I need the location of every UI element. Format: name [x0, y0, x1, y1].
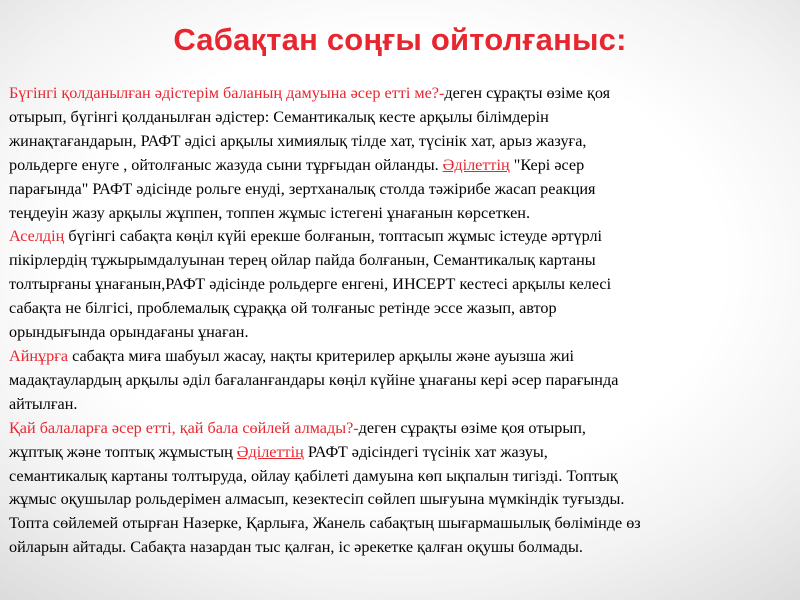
- text-segment: "Кері әсер: [509, 155, 585, 174]
- highlighted-text: Бүгінгі қолданылған әдістерім баланың дамуына әсер етті ме?-: [9, 84, 445, 102]
- student-name-link: Әділеттің: [236, 442, 304, 461]
- highlighted-text: Айнұрға: [9, 346, 69, 365]
- text-segment: мадақтаулардың арқылы әділ бағаланғандары көңіл күйіне ұнағаны кері әсер парағында: [9, 370, 619, 389]
- text-segment: айтылған.: [9, 394, 78, 413]
- text-line: [9, 154, 793, 178]
- text-line: [9, 202, 793, 226]
- text-line: [9, 345, 793, 369]
- text-line: [9, 273, 793, 297]
- text-segment: сабақта миға шабуыл жасау, нақты критерилер арқылы және ауызша жиі: [68, 346, 575, 365]
- text-line: [9, 249, 793, 273]
- text-segment: РАФТ әдісіндегі түсінік хат жазуы,: [303, 442, 548, 461]
- text-segment: жинақтағандарын, РАФТ әдісі арқылы химиялық тілде хат, түсінік хат, арыз жазуға,: [9, 131, 587, 150]
- text-line: [9, 106, 793, 130]
- text-line: [9, 369, 793, 393]
- text-segment: жұмыс оқушылар рольдерімен алмасып, кезектесіп сөйлеп шығуына мүмкіндік туғызды.: [9, 490, 625, 509]
- text-segment: сабақта не білгісі, проблемалық сұраққа ой толғаныс ретінде эссе жазып, автор: [9, 299, 557, 318]
- reflection-text: [9, 82, 793, 560]
- text-line: [9, 130, 793, 154]
- text-segment: ойларын айтады. Сабақта назардан тыс қалған, іс әрекетке қалған оқушы болмады.: [9, 538, 583, 557]
- text-segment: пікірлердің тұжырымдалуынан терең ойлар пайда болғанын, Семантикалық картаны: [9, 251, 596, 270]
- highlighted-text: Аселдің: [9, 227, 65, 246]
- text-line: [9, 225, 793, 249]
- text-segment: рольдерге енуге , ойтолғаныс жазуда сыни тұрғыдан ойланды.: [9, 155, 443, 174]
- text-line: [9, 82, 793, 106]
- text-line: [9, 441, 793, 465]
- slide-title: Сабақтан соңғы ойтолғаныс:: [173, 22, 627, 57]
- text-segment: теңдеуін жазу арқылы жұппен, топпен жұмыс істегені ұнағанын көрсеткен.: [9, 203, 530, 222]
- text-segment: парағында" РАФТ әдісінде рольге енуді, зертханалық столда тәжірибе жасап реакция: [9, 179, 596, 198]
- text-line: [9, 393, 793, 417]
- text-line: [9, 178, 793, 202]
- text-line: [9, 488, 793, 512]
- text-segment: деген сұрақты өзіме қоя: [444, 84, 611, 102]
- text-line: [9, 465, 793, 489]
- text-line: [9, 536, 793, 560]
- text-segment: орындығында орындағаны ұнаған.: [9, 323, 249, 342]
- text-segment: толтырғаны ұнағанын,РАФТ әдісінде рольдерге енгені, ИНСЕРТ кестесі арқылы келесі: [9, 275, 612, 294]
- text-line: [9, 417, 793, 441]
- text-line: [9, 297, 793, 321]
- text-segment: жұптық және топтық жұмыстың: [9, 442, 237, 461]
- text-segment: семантикалық картаны толтыруда, ойлау қабілеті дамуына көп ықпалын тигізді. Топтық: [9, 466, 618, 485]
- text-segment: деген сұрақты өзіме қоя отырып,: [358, 418, 586, 437]
- text-line: [9, 512, 793, 536]
- text-segment: бүгінгі сабақта көңіл күйі ерекше болғанын, топтасып жұмыс істеуде әртүрлі: [64, 227, 603, 246]
- student-name-link: Әділеттің: [442, 155, 510, 174]
- text-line: [9, 321, 793, 345]
- text-segment: отырып, бүгінгі қолданылған әдістер: Семантикалық кесте арқылы білімдерін: [9, 107, 549, 126]
- text-segment: Топта сөйлемей отырған Назерке, Қарлыға, Жанель сабақтың шығармашылық бөлімінде өз: [9, 514, 641, 533]
- highlighted-text: Қай балаларға әсер етті, қай бала сөйлей алмады?-: [9, 418, 359, 437]
